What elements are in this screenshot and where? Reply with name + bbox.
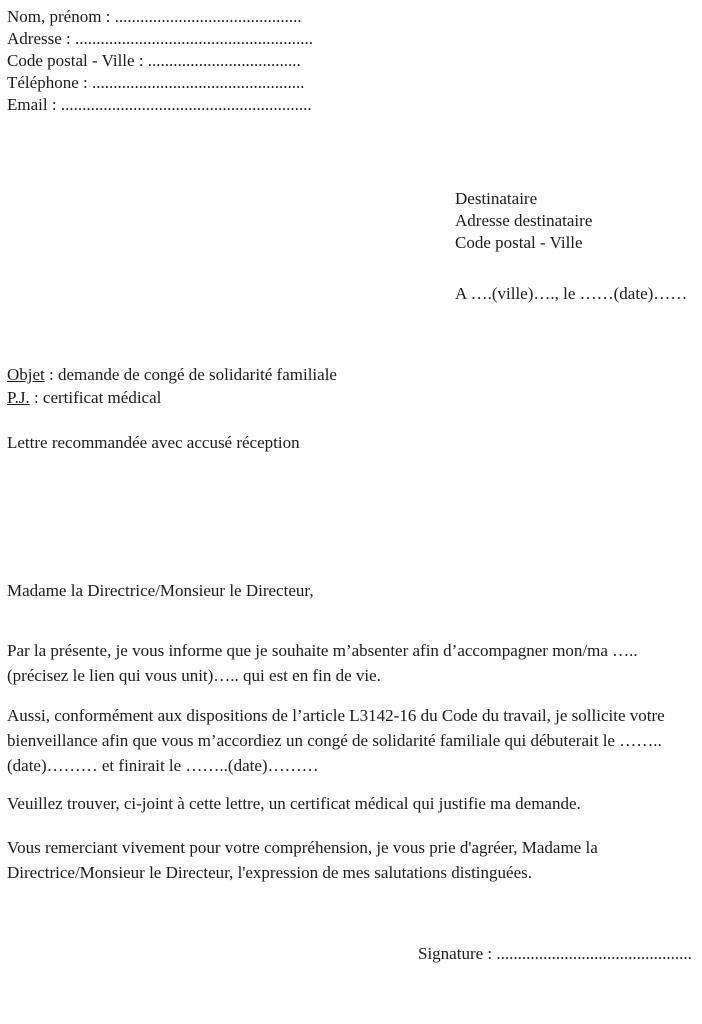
body-paragraph-3: Veuillez trouver, ci-joint à cette lettre, un certificat médical qui justifie ma demande. — [7, 794, 581, 813]
salutation: Madame la Directrice/Monsieur le Directeur, — [7, 581, 314, 600]
recipient-block — [455, 188, 694, 254]
recipient-address-line: Adresse destinataire — [455, 211, 593, 230]
sender-name-line: Nom, prénom : ............................................ — [7, 7, 302, 26]
registered-mail-mention: Lettre recommandée avec accusé réception — [7, 433, 300, 452]
attachment-label: P.J. — [7, 388, 30, 407]
sender-block — [7, 6, 694, 116]
subject-label: Objet — [7, 365, 45, 384]
signature-line: Signature : .............................................. — [418, 944, 692, 963]
sender-email-line: Email : ........................................................... — [7, 95, 312, 114]
sender-postal-city-line: Code postal - Ville : .................................... — [7, 51, 301, 70]
subject-line — [7, 363, 694, 386]
body-paragraph-4: Vous remerciant vivement pour votre compréhension, je vous prie d'agréer, Madame la Directrice/Monsieur le Directeur, l'expression de mes salutations distinguées. — [7, 838, 598, 882]
body-paragraph-1: Par la présente, je vous informe que je souhaite m’absenter afin d’accompagner mon/ma …..(précisez le lien qui vous unit)….. qui est en fin de vie. — [7, 641, 638, 685]
recipient-postal-city-line: Code postal - Ville — [455, 233, 583, 252]
body-paragraph-2: Aussi, conformément aux dispositions de l’article L3142-16 du Code du travail, je sollicite votre bienveillance afin que vous m’accordiez un congé de solidarité familiale qui débuterait le ……..(date)……… et finirait le ……..(date)……… — [7, 706, 665, 775]
place-date-line: A ….(ville)…., le ……(date)…… — [455, 284, 688, 303]
recipient-name-line: Destinataire — [455, 189, 538, 208]
sender-address-line: Adresse : ........................................................ — [7, 29, 313, 48]
subject-text: : demande de congé de solidarité familiale — [44, 365, 337, 384]
attachment-text: : certificat médical — [29, 388, 162, 407]
subject-block — [7, 363, 694, 409]
attachment-line — [7, 386, 694, 409]
sender-phone-line: Téléphone : .................................................. — [7, 73, 305, 92]
